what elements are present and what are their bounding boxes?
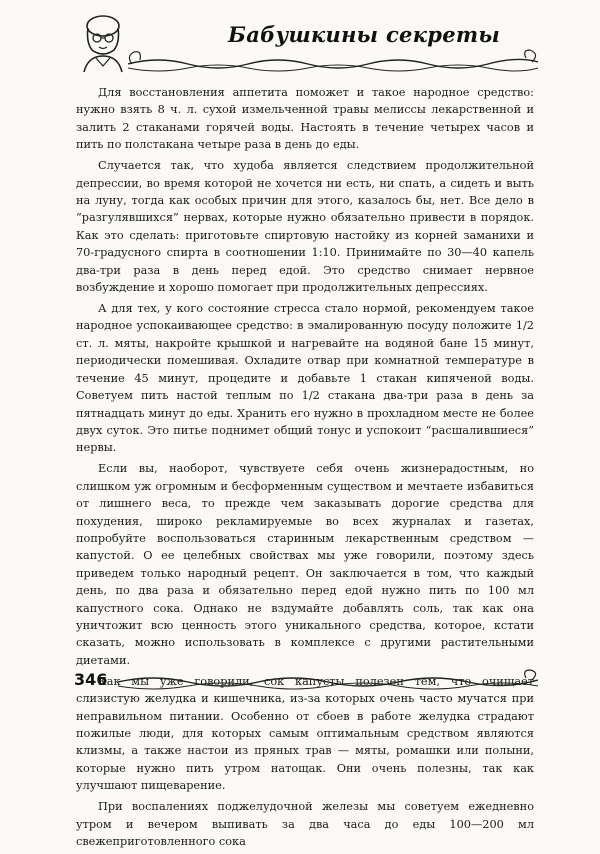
page-header (0, 0, 600, 80)
grandmother-portrait-icon (74, 12, 132, 74)
page-number: 346 (74, 670, 108, 689)
paragraph: Для восстановления аппетита поможет и такое народное средство: нужно взять 8 ч. л. сухой измельченной травы мелиссы лекарственной и залить 2 стаканами горячей воды. Настоять в течение четырех часов и пить по полстакана четыре раза в день до еды. (76, 86, 534, 152)
running-title: Бабушкины секреты (228, 22, 501, 47)
paragraph: Если вы, наоборот, чувствуете себя очень жизнерадостным, но слишком уж огромным и бесформенным существом и мечтаете избавиться от лишнего веса, то прежде чем заказывать дорогие средства для похудения, широко рекламируемые во всех журналах и газетах, попробуйте воспользоваться старинным лекарственным средством — капустой. О ее целебных свойствах мы уже говорили, поэтому здесь приведем только народный рецепт. Он заключается в том, что каждый день, по два раза и обязательно перед едой нужно пить по 100 мл капустного сока. Однако не вздумайте добавлять соль, так как она уничтожит всю ценность этого уникального средства, которое, кстати сказать, можно использовать в комплексе с другими растительными диетами. (76, 462, 534, 667)
paragraph: Случается так, что худоба является следствием продолжительной депрессии, во время которой не хочется ни есть, ни спать, а сидеть и выть на луну, тогда как особых причин для этого, казалось бы, нет. Все дело в “разгулявшихся” нервах, которые нужно обязательно привести в порядок. Как это сделать: приготовьте спиртовую настойку из корней заманихи и 70-градусного спирта в соотношении 1:10. Принимайте по 30—40 капель два-три раза в день перед едой. Это средство снимает нервное возбуждение и хорошо помогает при продолжительных депрессиях. (76, 159, 534, 295)
header-ornament (128, 46, 538, 76)
paragraph: Как мы уже говорили, сок капусты полезен тем, что очищает слизистую желудка и кишечника, из-за которых очень часто мучатся при неправильном питании. Особенно от сбоев в работе желудка страдают пожилые люди, для которых самым оптимальным средством являются клизмы, а также настои из пряных трав — мяты, ромашки или полыни, которые нужно пить утром натощак. Они очень полезны, так как улучшают пищеварение. (76, 674, 534, 793)
article-body (76, 84, 534, 854)
footer-ornament (118, 668, 538, 694)
paragraph: А для тех, у кого состояние стресса стало нормой, рекомендуем такое народное успокаивающее средство: в эмалированную посуду положите 1/2 ст. л. мяты, накройте крышкой и нагревайте на водяной бане 15 минут, периодически помешивая. Охладите отвар при комнатной температуре в течение 45 минут, процедите и добавьте 1 стакан кипяченой воды. Советуем пить настой теплым по 1/2 стакана два-три раза в день за пятнадцать минут до еды. Хранить его нужно в прохладном месте не более двух суток. Это питье поднимет общий тонус и успокоит “расшалившиеся” нервы. (76, 302, 534, 455)
paragraph: При воспалениях поджелудочной железы мы советуем ежедневно утром и вечером выпивать за два часа до еды 100—200 мл свежеприготовленного сока (76, 800, 534, 849)
